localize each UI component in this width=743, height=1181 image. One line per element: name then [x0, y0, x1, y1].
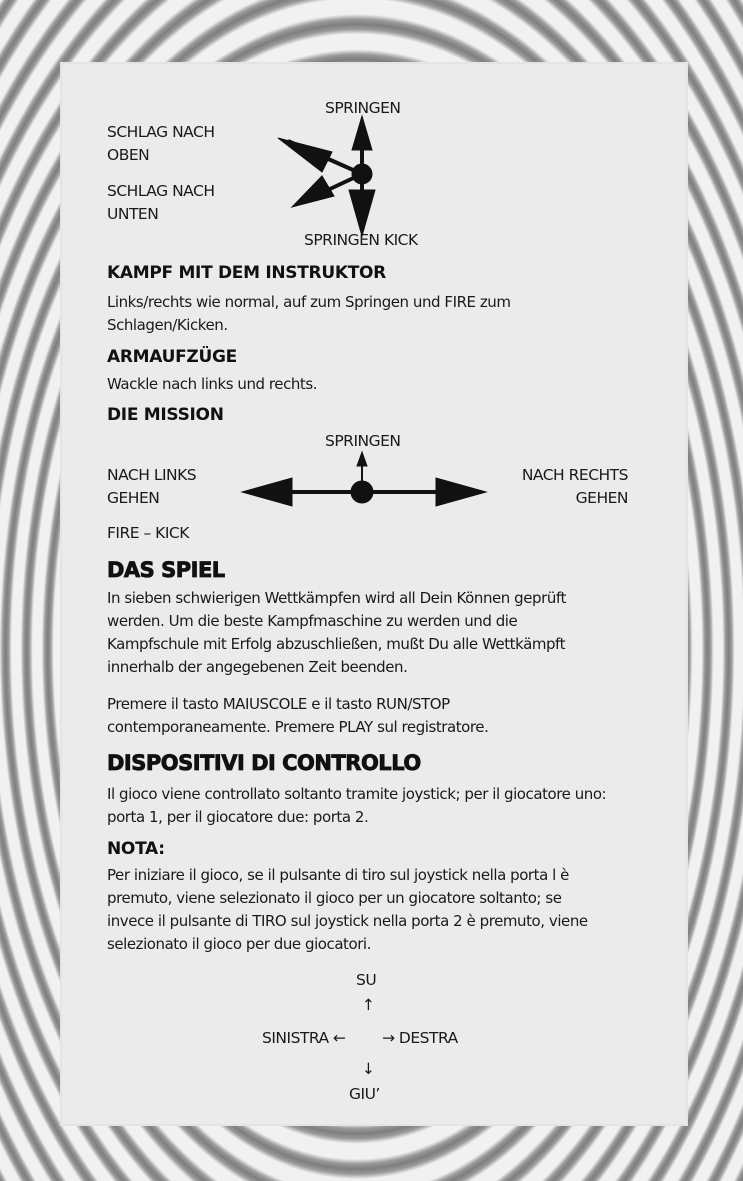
spiel-paragraph-2 [107, 693, 627, 739]
diagram3-up-label: SU [356, 971, 377, 989]
diagram1-left-lower-line1: SCHLAG NACH [107, 182, 215, 200]
joystick-star-icon [278, 116, 375, 236]
nota-paragraph [107, 864, 627, 956]
spiel-heading: DAS SPIEL [107, 558, 225, 582]
spiel2-line-1: Premere il tasto MAIUSCOLE e il tasto RUN/STOP [107, 695, 450, 713]
controllo-heading: DISPOSITIVI DI CONTROLLO [107, 751, 421, 775]
diagram2-up-label: SPRINGEN [325, 432, 401, 450]
armauf-heading: ARMAUFZÜGE [107, 347, 237, 367]
controllo-paragraph [107, 783, 627, 829]
nota-line-1: Per iniziare il gioco, se il pulsante di tiro sul joystick nella porta l è [107, 866, 569, 884]
spiel-line-1: In sieben schwierigen Wettkämpfen wird all Dein Können geprüft [107, 589, 566, 607]
kampf-line-2: Schlagen/Kicken. [107, 316, 228, 334]
diagram2-fire-label: FIRE – KICK [107, 524, 189, 542]
nota-line-3: invece il pulsante di TIRO sul joystick nella porta 2 è premuto, viene [107, 912, 588, 930]
kampf-heading: KAMPF MIT DEM INSTRUKTOR [107, 263, 386, 283]
controllo-line-1: Il gioco viene controllato soltanto tramite joystick; per il giocatore uno: [107, 785, 607, 803]
nota-line-2: premuto, viene selezionato il gioco per un giocatore soltanto; se [107, 889, 562, 907]
diagram3-left-label: SINISTRA ← [262, 1029, 346, 1047]
spiel-paragraph [107, 587, 627, 679]
diagram2-right-line2: GEHEN [575, 489, 628, 507]
controllo-line-2: porta 1, per il giocatore due: porta 2. [107, 808, 369, 826]
armauf-line: Wackle nach links und rechts. [107, 375, 318, 393]
diagram1-down-label: SPRINGEN KICK [304, 231, 418, 249]
mission-heading: DIE MISSION [107, 405, 224, 425]
diagram3-right-label: → DESTRA [382, 1029, 458, 1047]
armauf-paragraph [107, 373, 627, 396]
diagram1-up-label: SPRINGEN [325, 99, 401, 117]
down-arrow-icon: ↓ [362, 1060, 375, 1078]
spiel-line-4: innerhalb der angegebenen Zeit beenden. [107, 658, 408, 676]
up-arrow-icon: ↑ [362, 996, 375, 1014]
kampf-line-1: Links/rechts wie normal, auf zum Springen und FIRE zum [107, 293, 511, 311]
joystick-horizontal-icon [242, 452, 486, 506]
diagram1-left-upper-line1: SCHLAG NACH [107, 123, 215, 141]
diagram2-left-line1: NACH LINKS [107, 466, 197, 484]
kampf-paragraph [107, 291, 627, 337]
diagram2-right-line1: NACH RECHTS [521, 466, 628, 484]
diagram1-left-lower-line2: UNTEN [107, 205, 159, 223]
diagram1-left-upper-line2: OBEN [107, 146, 150, 164]
diagram3-down-label: GIU’ [349, 1085, 380, 1103]
nota-heading: NOTA: [107, 839, 165, 859]
spiel2-line-2: contemporaneamente. Premere PLAY sul registratore. [107, 718, 489, 736]
spiel-line-2: werden. Um die beste Kampfmaschine zu werden und die [107, 612, 518, 630]
nota-line-4: selezionato il gioco per due giocatori. [107, 935, 371, 953]
diagram2-left-line2: GEHEN [107, 489, 160, 507]
spiel-line-3: Kampfschule mit Erfolg abzuschließen, mußt Du alle Wettkämpft [107, 635, 566, 653]
